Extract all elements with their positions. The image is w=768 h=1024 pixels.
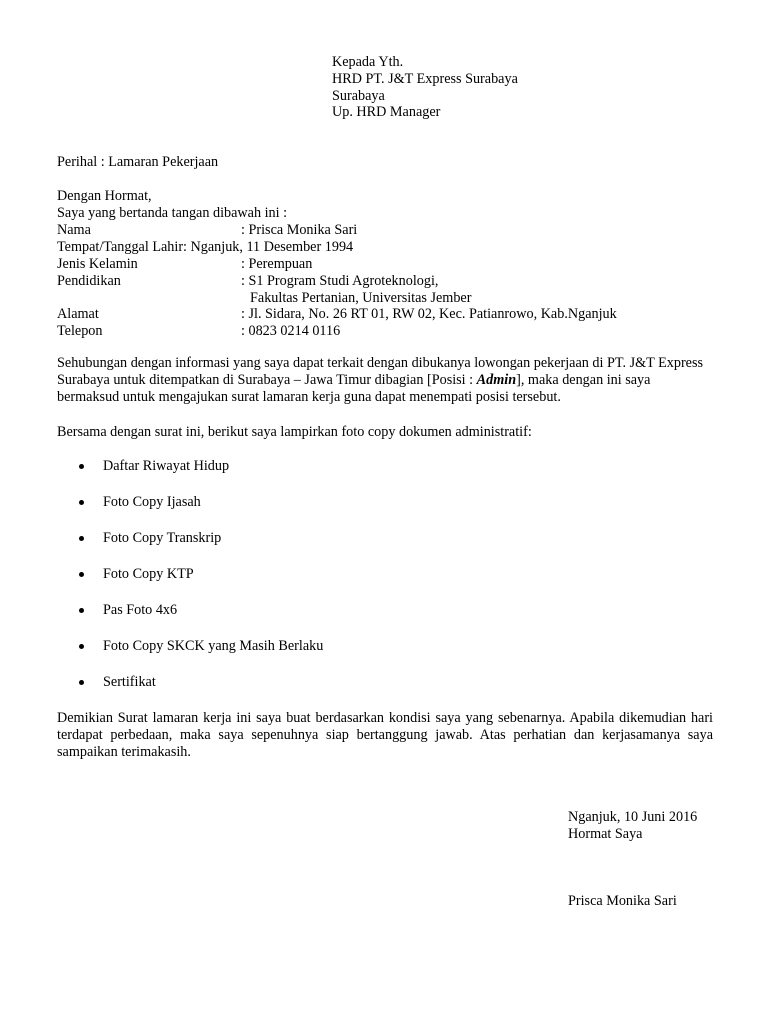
identity-row-nama: [57, 222, 717, 239]
attachment-label: Sertifikat: [103, 674, 156, 690]
identity-row-jenis-kelamin: [57, 256, 717, 273]
recipient-block: [332, 54, 518, 121]
subject-line: Perihal : Lamaran Pekerjaan: [57, 154, 219, 170]
signatory-name: Prisca Monika Sari: [568, 893, 677, 909]
ttl-value: : Nganjuk, 11 Desember 1994: [183, 239, 354, 255]
recipient-line-2: HRD PT. J&T Express Surabaya: [332, 70, 518, 87]
paragraph-intent-after: ], maka dengan ini saya bermaksud untuk mengajukan surat lamaran kerja guna dapat menempati posisi tersebut.: [57, 371, 651, 405]
bullet-icon: [79, 500, 84, 505]
telepon-label: Telepon: [57, 323, 103, 339]
identity-row-telepon: [57, 323, 717, 340]
paragraph-intent-before: Sehubungan dengan informasi yang saya dapat terkait dengan dibukanya lowongan pekerjaan di PT. J&T Express Surabaya untuk ditempatkan di Surabaya – Jawa Timur dibagian [Posisi :: [57, 355, 704, 388]
attachment-label: Foto Copy Transkrip: [103, 530, 222, 546]
bullet-icon: [79, 572, 84, 577]
alamat-label: Alamat: [57, 306, 99, 322]
paragraph-intent: [57, 355, 713, 405]
identity-row-pendidikan: [57, 273, 717, 290]
pendidikan-value-2: Fakultas Pertanian, Universitas Jember: [250, 290, 472, 306]
attachment-label: Foto Copy Ijasah: [103, 494, 201, 510]
identity-row-pendidikan-cont: [57, 290, 717, 307]
recipient-line-3: Surabaya: [332, 87, 385, 104]
salutation: Hormat Saya: [568, 825, 643, 842]
greeting: Dengan Hormat,: [57, 188, 152, 204]
attachment-label: Daftar Riwayat Hidup: [103, 458, 230, 474]
alamat-value: : Jl. Sidara, No. 26 RT 01, RW 02, Kec. Patianrowo, Kab.Nganjuk: [241, 306, 617, 322]
jk-label: Jenis Kelamin: [57, 256, 138, 272]
attachment-label: Pas Foto 4x6: [103, 602, 178, 618]
pendidikan-value: : S1 Program Studi Agroteknologi,: [241, 273, 439, 289]
recipient-line-4: Up. HRD Manager: [332, 104, 441, 121]
attachment-label: Foto Copy SKCK yang Masih Berlaku: [103, 638, 324, 654]
paragraph-closing: Demikian Surat lamaran kerja ini saya buat berdasarkan kondisi saya yang sebenarnya. Apabila dikemudian hari terdapat perbedaan, maka saya sepenuhnya siap bertanggung jawab. Atas perhatian dan kerjasamanya saya sampaikan terimakasih.: [57, 710, 713, 760]
bullet-icon: [79, 608, 84, 613]
ttl-label: Tempat/Tanggal Lahir: Nganjuk, 11 Desember 1994: [57, 239, 354, 255]
jk-value: : Perempuan: [241, 256, 313, 272]
identity-row-alamat: [57, 306, 717, 323]
place-date: Nganjuk, 10 Juni 2016: [568, 809, 698, 825]
nama-label: Nama: [57, 222, 91, 238]
position-name: Admin: [476, 371, 517, 388]
bullet-icon: [79, 644, 84, 649]
telepon-value: : 0823 0214 0116: [241, 323, 341, 339]
closing-block: [568, 809, 697, 843]
bullet-icon: [79, 536, 84, 541]
intro-line: Saya yang bertanda tangan dibawah ini :: [57, 205, 288, 221]
pendidikan-label: Pendidikan: [57, 273, 121, 289]
bullet-icon: [79, 464, 84, 469]
attachment-label: Foto Copy KTP: [103, 566, 194, 582]
paragraph-attachments-intro: Bersama dengan surat ini, berikut saya lampirkan foto copy dokumen administratif:: [57, 424, 532, 440]
bullet-icon: [79, 680, 84, 685]
identity-row-ttl: [57, 239, 717, 256]
recipient-line-1: Kepada Yth.: [332, 54, 404, 70]
nama-value: : Prisca Monika Sari: [241, 222, 358, 238]
